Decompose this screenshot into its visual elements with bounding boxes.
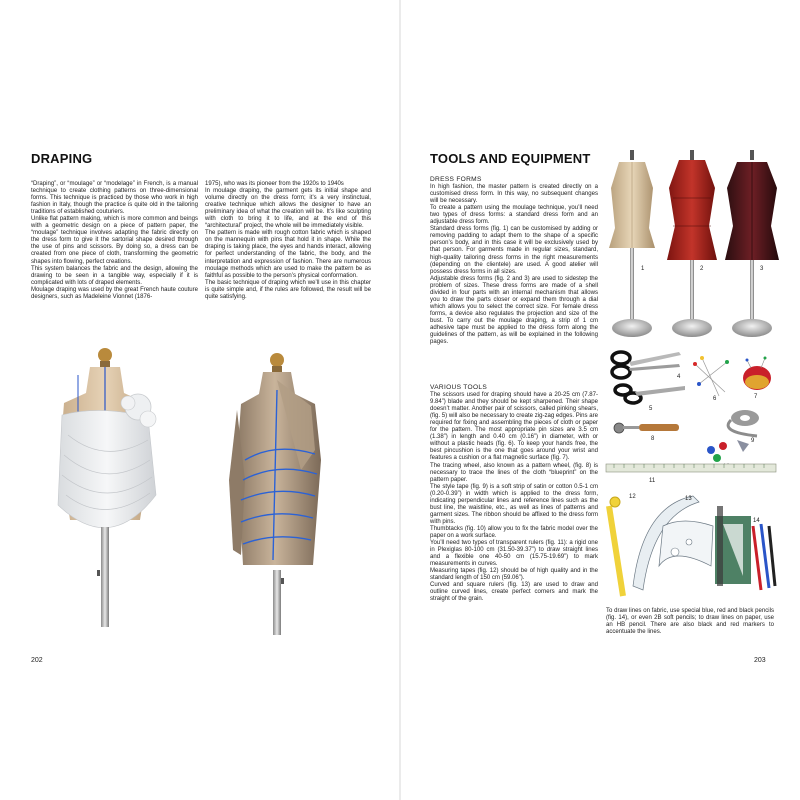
figure-number: 9 — [751, 438, 755, 444]
figure-number: 8 — [651, 436, 655, 442]
paragraph: The basic technique of draping which we’ll use in this chapter is quite simple and, if the rules are followed, the result will be quite satisfying. — [205, 279, 371, 300]
right-page-title: TOOLS AND EQUIPMENT — [430, 151, 591, 166]
paragraph: The scissors used for draping should have a 20-25 cm (7.87-9.84”) blade and they should be kept sharpened. Their shape doesn’t matter. Another pair of scissors, called pinking shears, (fig. 5) will also be necessary to create zig-zag edges. Pins are required for fixing and assembling the pieces of cloth or paper for the pattern. The most appropriate pin sizes are 3.5 cm (1.38”) in length and 0.40 cm (0.16”) in diameter, with or without a plastic heads (fig. 6). To keep your hands free, the best pincushion is the one that goes around your wrist and features a cushion or a flat magnetic surface (fig. 7). — [430, 392, 598, 462]
pencils-photo — [753, 524, 775, 590]
paragraph: Curved and square rulers (fig. 13) are used to draw and outline curved lines, create perfect corners and mark the straight of the grain. — [430, 582, 598, 603]
pinking-shears-photo — [615, 385, 685, 403]
paragraph: Thumbtacks (fig. 10) allow you to fix the fabric model over the paper on a work surface. — [430, 525, 598, 539]
mannequin-muslin-drape-photo — [215, 350, 355, 640]
figure-number: 11 — [649, 478, 656, 484]
dress-form-adjustable-red — [667, 150, 717, 337]
measuring-tape-photo — [609, 497, 623, 596]
left-column-1 — [31, 181, 198, 301]
scissors-photo — [612, 352, 681, 378]
figure-number: 1 — [641, 266, 645, 272]
square-ruler-photo — [715, 506, 751, 586]
paragraph: The tracing wheel, also known as a pattern wheel, (fig. 8) is necessary to trace the lines of the cloth “blueprint” on the pattern paper. — [430, 462, 598, 483]
paragraph: The pattern is made with rough cotton fabric which is shaped on the mannequin with pins that hold it in shape. While the draping is taking place, the eyes and hands interact, allowing for perfect understanding of the fabric, the body, and the interpretation and expression of fashion. There are numerous moulage methods which are used to make the pattern be as faithful as possible to the person’s physical conformation. — [205, 230, 371, 279]
figure-number: 7 — [754, 394, 758, 400]
figure-number: 14 — [753, 518, 760, 524]
subheading-various-tools: VARIOUS TOOLS — [430, 384, 488, 391]
paragraph: In high fashion, the master pattern is created directly on a customised dress form. In this way, no subsequent changes will be necessary. — [430, 184, 598, 205]
dress-forms-figure — [603, 148, 783, 343]
subheading-dress-forms: DRESS FORMS — [430, 176, 482, 183]
transparent-ruler-figure — [604, 462, 780, 484]
paragraph: You’ll need two types of transparent rulers (fig. 11): a rigid one in Plexiglas 80-100 cm (31.50-39.37”) to draw straight lines and a flexible one 40-50 cm (15.75-19.69”) to mark measurements in curves. — [430, 540, 598, 568]
figure-number: 5 — [649, 406, 653, 412]
tracing-wheel-photo — [614, 423, 679, 433]
paragraph: Adjustable dress forms (fig. 2 and 3) are used to sidestep the problem of sizes. These dress forms are made of a shell divided in four parts with an internal mechanism that allows you to draw the parts closer or expand them through a dial which allows you to select the correct size. For female dress forms, a device also regulates the projection and size of the bust. To carry out the moulage draping, a strip of 1 cm adhesive tape must be applied to the dress form along the guidelines of the pattern, as will be explained in the following pages. — [430, 275, 598, 346]
figure-number: 3 — [760, 266, 764, 272]
paragraph: To create a pattern using the moulage technique, you’ll need two types of dress forms: a standard dress form and an adjustable dress form. — [430, 205, 598, 226]
figure-number: 6 — [713, 396, 717, 402]
style-tape-photo — [728, 410, 759, 436]
figure-number: 12 — [629, 494, 636, 500]
pins-photo — [693, 356, 729, 396]
figure-number: 13 — [685, 496, 692, 502]
paragraph: Measuring tapes (fig. 12) should be of high quality and in the standard length of 150 cm (59.06”). — [430, 568, 598, 582]
right-page-number: 203 — [754, 657, 766, 664]
paragraph: Moulage draping was used by the great French haute couture designers, such as Madeleine Vionnet (1876- — [31, 286, 198, 300]
right-column-various-tools — [430, 384, 598, 603]
right-column-dress-forms — [430, 176, 598, 346]
paragraph: Unlike flat pattern making, which is more common and beings with a geometric design on a piece of pattern paper, the “moulage” technique involves adapting the fabric directly on the dress form to give it the sartorial shape desired through the use of pins and scissors. By doing so, a dress can be created from one piece of cloth, transforming the geometric shapes into flowing, perfect creations. — [31, 216, 198, 265]
left-column-2 — [205, 181, 371, 301]
paragraph: “Draping”, or “moulage” or “modelage” in French, is a manual technique to create clothing patterns on three-dimensional forms. This technique is practiced by those who work in high fashion in Italy, though the practice is quite old in the tailoring traditions of established couturiers. — [31, 181, 198, 216]
dress-form-adjustable-dark — [725, 150, 779, 337]
rulers-and-pencils-figure — [603, 486, 779, 604]
figure-number: 2 — [700, 266, 704, 272]
mannequin-white-drape-photo — [40, 345, 210, 635]
figure-number: 4 — [677, 374, 681, 380]
dress-form-standard — [609, 150, 655, 337]
paragraph: 1975), who was its pioneer from the 1920s to 1940s — [205, 181, 344, 187]
paragraph: This system balances the fabric and the design, allowing the drawing to be seen in a tangible way, especially if it is complicated with lots of draped elements. — [31, 265, 198, 286]
left-page-number: 202 — [31, 657, 43, 664]
pencils-caption — [606, 608, 774, 636]
paragraph: Standard dress forms (fig. 1) can be customised by adding or removing padding to adapt them to the shape of a specific person’s body, and in this case it will be exclusively used by that person. For garments made in regular sizes, standard, high-quality tailoring dress forms in the right measurements (depending on the clientele) are used. A good atelier will possess dress forms in all sizes. — [430, 226, 598, 275]
paragraph: To draw lines on fabric, use special blue, red and black pencils (fig. 14), or even 2B soft pencils; to draw lines on paper, use an HB pencil. There are also black and red markers to accentuate the lines. — [606, 608, 774, 636]
curved-ruler-photo — [633, 496, 713, 590]
thumbtacks-photo — [707, 440, 749, 462]
page-gutter — [399, 0, 401, 800]
paragraph: In moulage draping, the garment gets its initial shape and volume directly on the dress form; it’s a very instinctual, creative technique which allows the designer to have an preliminary idea of what the creation will be. It’s like sculpting with cloth to bring it to life, and at the end of this “architectural” project, the whole will be immediately visible. — [205, 188, 371, 230]
paragraph: The style tape (fig. 9) is a soft strip of satin or cotton 0.5-1 cm (0.20-0.39”) in width which is applied to the dress form, indicating perpendicular lines and reference lines such as the bust line, the waistline, etc., as well as lines of patterns and garment sizes. The ribbon should be affixed to the dress form with pins. — [430, 483, 598, 525]
left-page-title: DRAPING — [31, 151, 93, 166]
pincushion-photo — [743, 357, 771, 391]
